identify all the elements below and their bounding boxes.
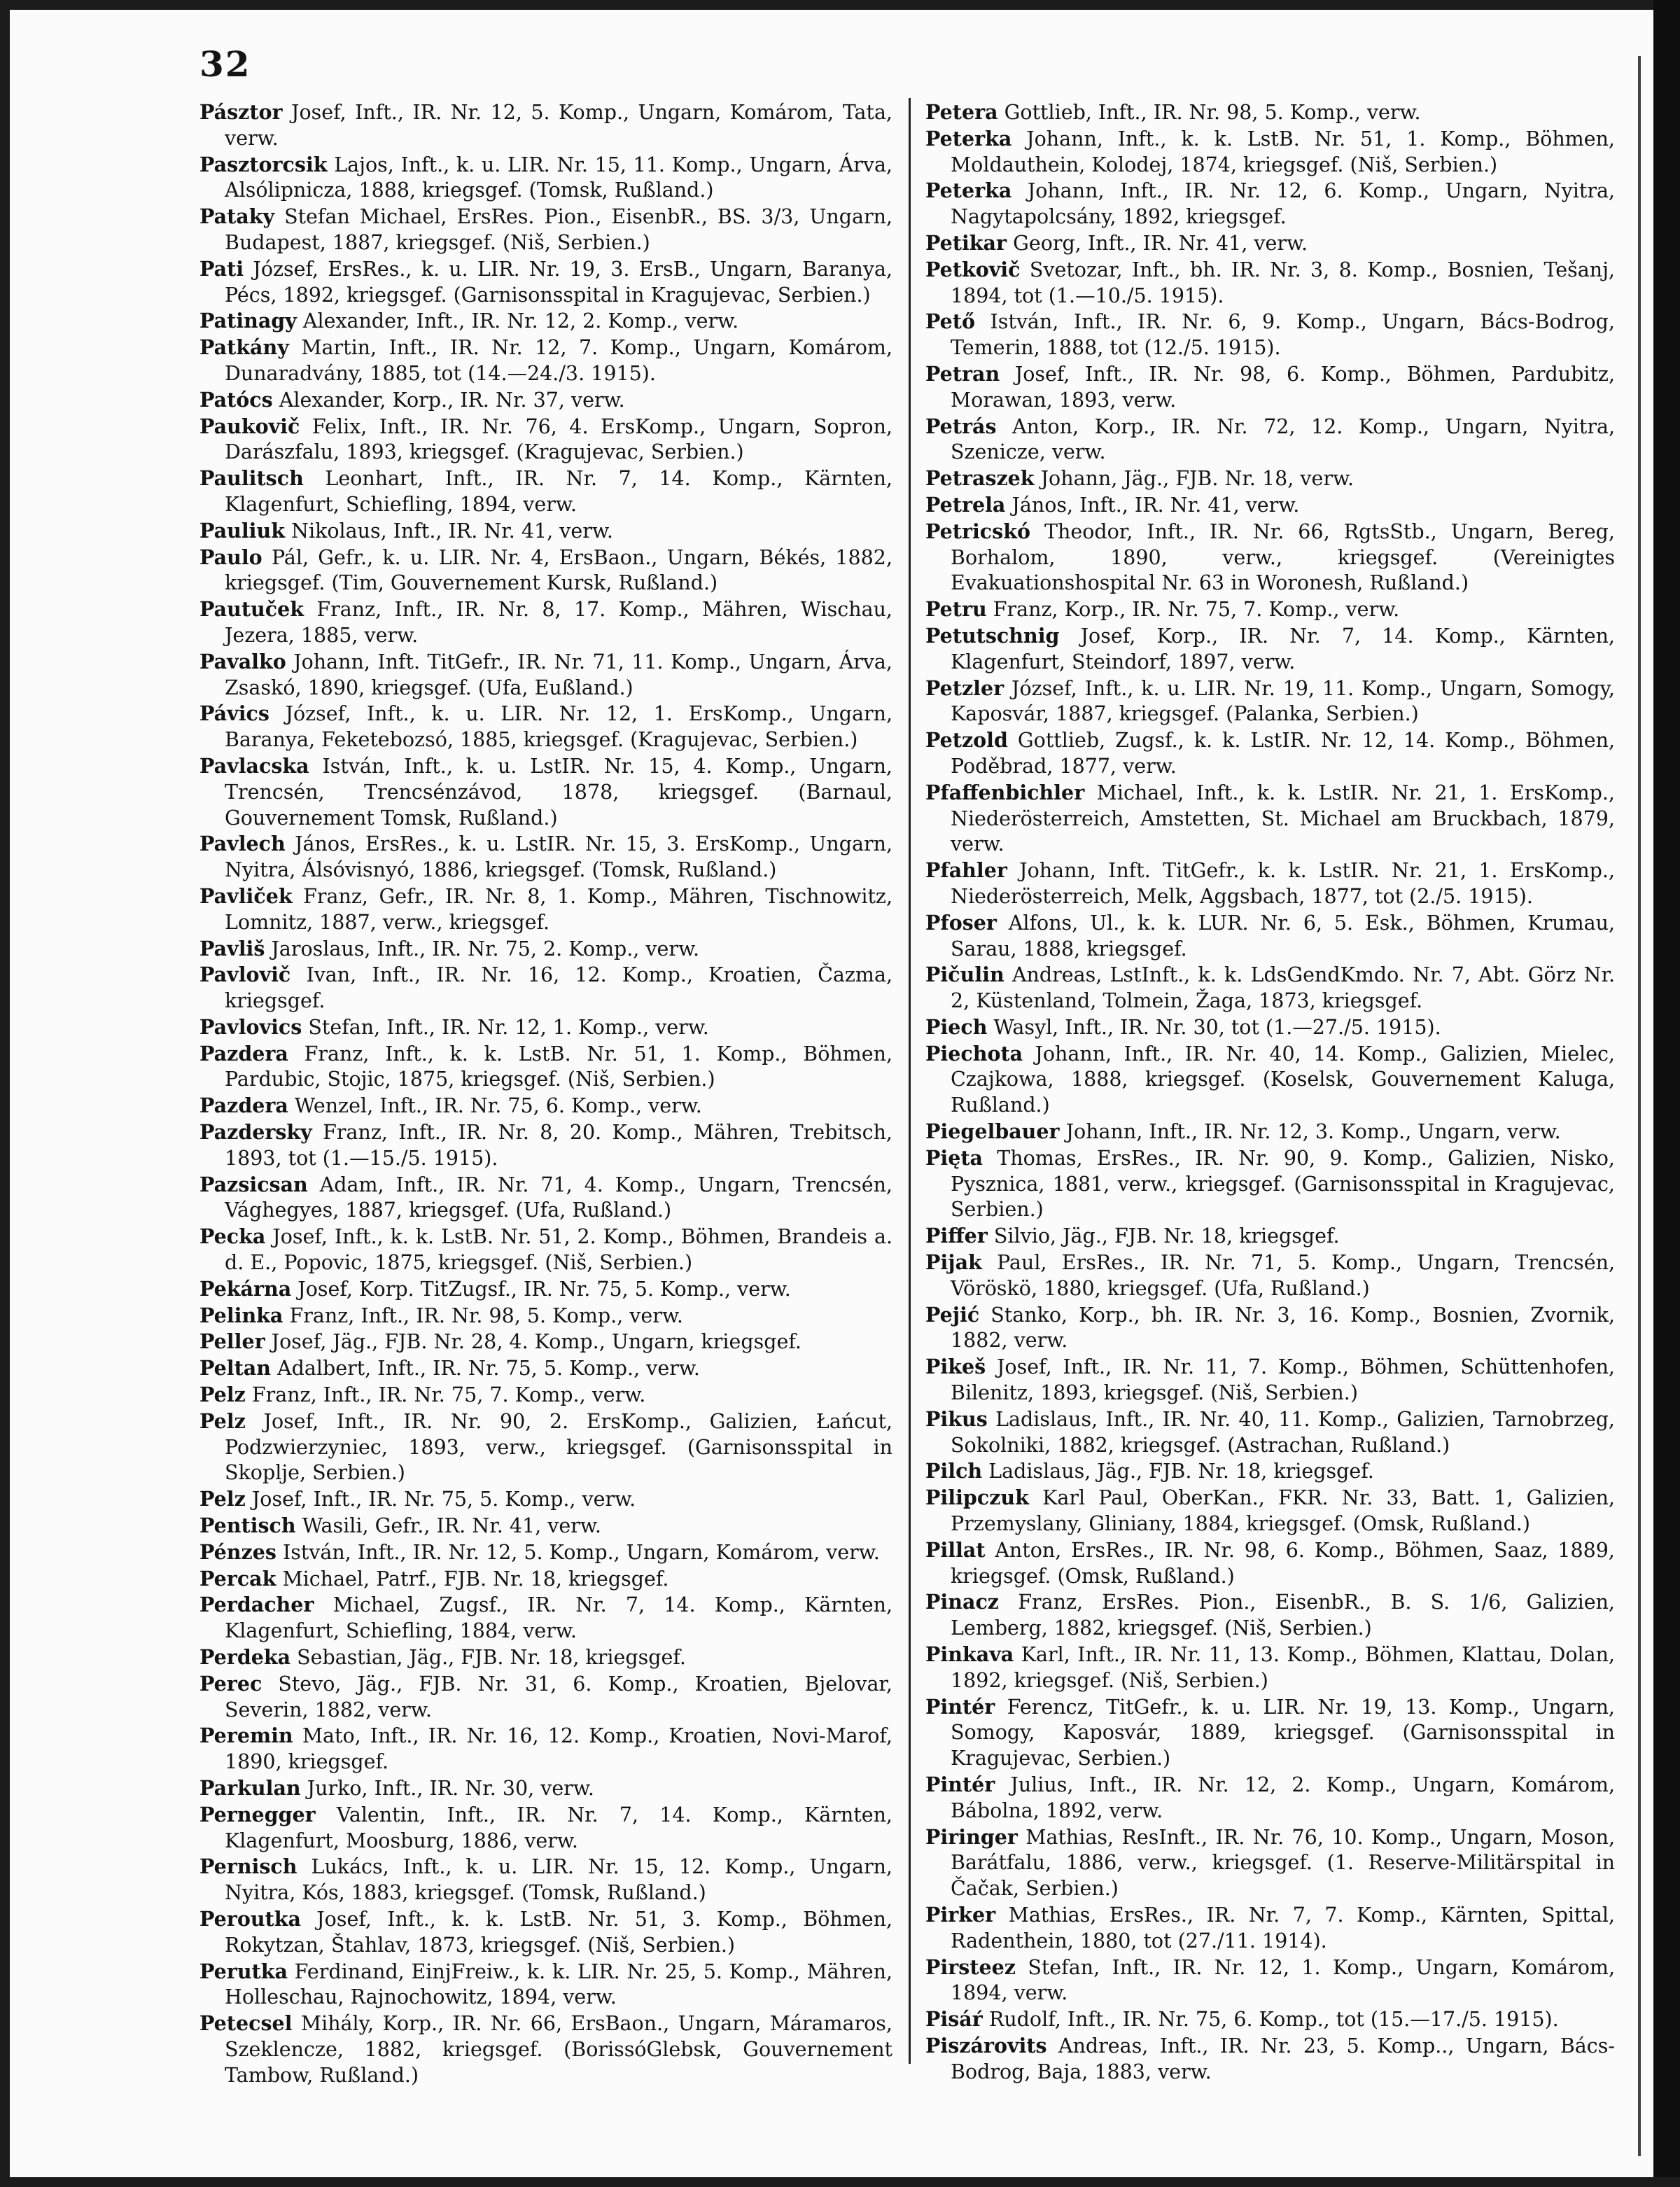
entry-details: Silvio, Jäg., FJB. Nr. 18, kriegsgef. [993,1224,1340,1248]
register-entry [925,1955,1615,2007]
entry-surname: Pavlacska [200,753,309,778]
entry-surname: Pilch [925,1459,983,1483]
register-entry [200,308,892,335]
scan-edge-top [0,0,1680,10]
entry-surname: Pazdersky [200,1120,312,1145]
register-entry [925,1250,1615,1302]
register-entry [925,1223,1615,1250]
entry-details: Felix, Inft., IR. Nr. 76, 4. ErsKomp., Ungarn, Sopron, Darászfalu, 1893, kriegsgef. (Kragujevac, Serbien.) [225,414,892,464]
entry-details: Jurko, Inft., IR. Nr. 30, verw. [307,1777,594,1800]
entry-surname: Paulo [200,545,262,569]
entry-surname: Peltan [200,1356,271,1381]
entry-details: Stefan Michael, ErsRes. Pion., EisenbR., BS. 3/3, Ungarn, Budapest, 1887, kriegsgef. (Niš, Serbien.) [225,205,892,254]
register-entry [200,1014,892,1041]
entry-details: Nikolaus, Inft., IR. Nr. 41, verw. [291,519,613,543]
entry-surname: Pisáŕ [925,2007,983,2032]
entry-details: Leonhart, Inft., IR. Nr. 7, 14. Komp., Kärnten, Klagenfurt, Schiefling, 1894, verw. [225,467,892,516]
entry-surname: Petutschnig [925,623,1060,648]
register-entry [925,2033,1615,2085]
register-entry [925,780,1615,858]
entry-details: Franz, Inft., IR. Nr. 98, 5. Komp., verw. [289,1304,683,1327]
register-entry [925,1041,1615,1119]
entry-surname: Pentisch [200,1514,296,1538]
entry-details: Franz, Inft., IR. Nr. 8, 20. Komp., Mähren, Trebitsch, 1893, tot (1.—15./5. 1915). [225,1121,892,1170]
entry-details: János, Inft., IR. Nr. 41, verw. [1011,493,1300,517]
register-entry [925,492,1615,519]
entry-details: Sebastian, Jäg., FJB. Nr. 18, kriegsgef. [297,1646,686,1670]
register-entry [200,387,892,414]
register-entry [200,649,892,701]
entry-details: Michael, Inft., k. k. LstIR. Nr. 21, 1. ErsKomp., Niederösterreich, Amstetten, St. Michael am Bruckbach, 1879, verw. [951,781,1615,856]
entry-details: Ferencz, TitGefr., k. u. LIR. Nr. 19, 13. Komp., Ungarn, Somogy, Kaposvár, 1889, kriegsgef. (Garnisonsspital in Kragujevac, Serbien.) [951,1695,1615,1770]
entry-surname: Pautuček [200,597,304,622]
register-entry [200,152,892,204]
register-entry [200,2011,892,2088]
entry-surname: Peroutka [200,1906,301,1931]
entry-details: István, Inft., IR. Nr. 6, 9. Komp., Ungarn, Bács-Bodrog, Temerin, 1888, tot (12./5. 1915). [951,310,1615,360]
entry-details: Mathias, ErsRes., IR. Nr. 7, 7. Komp., Kärnten, Spittal, Radenthein, 1880, tot (27./11. 1914). [951,1903,1616,1952]
entry-surname: Pintér [925,1773,995,1796]
entry-details: Stanko, Korp., bh. IR. Nr. 3, 16. Komp., Bosnien, Zvornik, 1882, verw. [951,1303,1615,1353]
column-divider [909,98,911,2064]
entry-surname: Pelz [200,1487,246,1511]
entry-surname: Pillat [925,1537,986,1562]
register-entry [925,178,1615,230]
entry-details: Gottlieb, Inft., IR. Nr. 98, 5. Komp., verw. [1004,101,1421,124]
entry-details: Anton, Korp., IR. Nr. 72, 12. Komp., Ungarn, Nyitra, Szenicze, verw. [951,414,1616,464]
register-entry [925,414,1615,466]
register-entry [925,1642,1615,1694]
entry-surname: Pecka [200,1224,266,1249]
entry-surname: Pelinka [200,1303,284,1327]
entry-surname: Pávics [200,701,270,726]
entry-details: Theodor, Inft., IR. Nr. 66, RgtsStb., Ungarn, Bereg, Borhalom, 1890, verw., kriegsgef. (Vereinigtes Evakuationshospital Nr. 63 in Woronesh, Rußland.) [951,519,1615,595]
entry-details: Josef, Korp. TitZugsf., IR. Nr. 75, 5. Komp., verw. [298,1277,791,1301]
entry-details: Wasyl, Inft., IR. Nr. 30, tot (1.—27./5. 1915). [993,1015,1441,1039]
entry-surname: Pataky [200,204,275,229]
entry-surname: Petran [925,361,1000,386]
entry-surname: Pičulin [925,963,1004,987]
entry-surname: Patkány [200,335,289,360]
entry-details: János, ErsRes., k. u. LstIR. Nr. 15, 3. ErsKomp., Ungarn, Nyitra, Álsóvisnyó, 1886, kriegsgef. (Tomsk, Rußland.) [225,832,893,882]
register-entry [200,1303,892,1329]
entry-surname: Pięta [925,1145,983,1170]
entry-details: Johann, Inft., IR. Nr. 12, 6. Komp., Ungarn, Nyitra, Nagytapolcsány, 1892, kriegsgef. [951,179,1615,229]
register-entry [200,1355,892,1382]
entry-surname: Patinagy [200,309,297,333]
entry-details: Franz, ErsRes. Pion., EisenbR., B. S. 1/6, Galizien, Lemberg, 1882, kriegsgef. (Niš, Serbien.) [951,1591,1615,1640]
scan-edge-line [1638,56,1641,2156]
entry-details: Julius, Inft., IR. Nr. 12, 2. Komp., Ungarn, Komárom, Bábolna, 1892, verw. [951,1773,1616,1822]
entry-surname: Piringer [925,1824,1018,1849]
register-entry [200,1486,892,1513]
entry-details: Lukács, Inft., k. u. LIR. Nr. 15, 12. Komp., Ungarn, Nyitra, Kós, 1883, kriegsgef. (Tomsk, Rußland.) [225,1855,892,1905]
scan-edge-right [1653,0,1680,2187]
entry-details: Adalbert, Inft., IR. Nr. 75, 5. Komp., verw. [277,1357,700,1381]
entry-surname: Paukovič [200,414,300,438]
entry-surname: Pető [925,309,975,334]
entry-details: Johann, Inft., IR. Nr. 40, 14. Komp., Galizien, Mielec, Czajkowa, 1888, kriegsgef. (Koselsk, Gouvernement Kaluga, Rußland.) [951,1042,1615,1117]
entry-details: Thomas, ErsRes., IR. Nr. 90, 9. Komp., Galizien, Nisko, Pysznica, 1881, verw., kriegsgef. (Garnisonsspital in Kragujevac, Serbien.) [951,1146,1615,1222]
entry-surname: Pasztorcsik [200,152,328,176]
entry-details: Ladislaus, Inft., IR. Nr. 40, 11. Komp., Galizien, Tarnobrzeg, Sokolniki, 1882, kriegsgef. (Astrachan, Rußland.) [951,1407,1615,1457]
entry-surname: Pfaffenbichler [925,780,1085,804]
register-entry [925,126,1615,179]
entry-surname: Patócs [200,387,273,412]
register-entry [200,962,892,1014]
entry-details: Andreas, Inft., IR. Nr. 23, 5. Komp.., Ungarn, Bács-Bodrog, Baja, 1883, verw. [951,2034,1615,2083]
entry-details: Franz, Inft., IR. Nr. 8, 17. Komp., Mähren, Wischau, Jezera, 1885, verw. [225,598,892,647]
entry-details: Pál, Gefr., k. u. LIR. Nr. 4, ErsBaon., Ungarn, Békés, 1882, kriegsgef. (Tim, Gouvernement Kursk, Rußland.) [225,545,892,595]
entry-details: Johann, Inft. TitGefr., k. k. LstIR. Nr. 21, 1. ErsKomp., Niederösterreich, Melk, Aggsbach, 1877, tot (2./5. 1915). [951,859,1615,908]
entry-surname: Pekárna [200,1276,292,1301]
register-entry [200,1539,892,1566]
entry-surname: Petikar [925,230,1007,255]
entry-details: Johann, Jäg., FJB. Nr. 18, verw. [1040,467,1354,491]
entry-details: Karl Paul, OberKan., FKR. Nr. 33, Batt. 1, Galizien, Przemyslany, Gliniany, 1884, kriegsgef. (Omsk, Rußland.) [951,1486,1615,1536]
entry-surname: Piech [925,1014,988,1039]
entry-surname: Petkovič [925,257,1021,281]
register-entry [200,883,892,936]
entry-surname: Pavlovič [200,963,291,987]
entry-details: Johann, Inft., k. k. LstB. Nr. 51, 1. Komp., Böhmen, Moldauthein, Kolodej, 1874, kriegsgef. (Niš, Serbien.) [951,127,1615,176]
register-entry [925,623,1615,676]
entry-details: Stevo, Jäg., FJB. Nr. 31, 6. Komp., Kroatien, Bjelovar, Severin, 1882, verw. [225,1672,892,1721]
entry-details: Josef, Jäg., FJB. Nr. 28, 4. Komp., Ungarn, kriegsgef. [271,1330,802,1354]
register-entry [925,858,1615,910]
register-entry [925,1302,1615,1355]
entry-details: Alfons, Ul., k. k. LUR. Nr. 6, 5. Esk., Böhmen, Krumau, Sarau, 1888, kriegsgef. [951,911,1616,960]
entry-details: József, ErsRes., k. u. LIR. Nr. 19, 3. ErsB., Ungarn, Baranya, Pécs, 1892, kriegsgef. (Garnisonsspital in Kragujevac, Serbien.) [225,257,893,307]
entry-details: Mathias, ResInft., IR. Nr. 76, 10. Komp., Ungarn, Moson, Barátfalu, 1886, verw., kriegsgef. (1. Reserve-Militärspital in Čačak, Serbien.) [951,1825,1615,1901]
entry-surname: Pati [200,256,244,281]
entry-details: Adam, Inft., IR. Nr. 71, 4. Komp., Ungarn, Trencsén, Vághegyes, 1887, kriegsgef. (Ufa, Rußland.) [225,1173,892,1222]
register-entry [200,1329,892,1355]
entry-surname: Pernisch [200,1854,298,1879]
column-right [925,99,1615,2085]
register-entry [925,1772,1615,1824]
register-entry [200,596,892,649]
entry-details: Rudolf, Inft., IR. Nr. 75, 6. Komp., tot (15.—17./5. 1915). [988,2008,1559,2032]
register-entry [925,727,1615,780]
entry-surname: Petricskó [925,519,1030,543]
entry-surname: Pintér [925,1694,995,1719]
register-entry [200,753,892,831]
entry-details: Johann, Inft., IR. Nr. 12, 3. Komp., Ungarn, verw. [1065,1120,1561,1144]
entry-details: Svetozar, Inft., bh. IR. Nr. 3, 8. Komp., Bosnien, Tešanj, 1894, tot (1.—10./5. 1915). [951,258,1615,307]
entry-details: Josef, Korp., IR. Nr. 7, 14. Komp., Kärnten, Klagenfurt, Steindorf, 1897, verw. [951,624,1615,673]
entry-surname: Piegelbauer [925,1119,1060,1144]
register-entry [925,910,1615,963]
entry-surname: Pikeš [925,1355,986,1379]
entry-details: Ivan, Inft., IR. Nr. 16, 12. Komp., Kroatien, Čazma, kriegsgef. [225,963,893,1013]
entry-details: István, Inft., IR. Nr. 12, 5. Komp., Ungarn, Komárom, verw. [282,1540,880,1564]
register-entry [200,1906,892,1959]
entry-surname: Pavlech [200,832,286,856]
register-entry [925,361,1615,414]
entry-surname: Pavalko [200,649,286,673]
register-entry [200,1382,892,1409]
entry-surname: Pijak [925,1250,982,1275]
entry-details: Franz, Gefr., IR. Nr. 8, 1. Komp., Mähren, Tischnowitz, Lomnitz, 1887, verw., kriegsgef. [225,884,892,934]
register-entry [200,1093,892,1119]
register-entry [925,1694,1615,1772]
entry-details: Jaroslaus, Inft., IR. Nr. 75, 2. Komp., verw. [271,937,700,960]
entry-surname: Pauliuk [200,518,285,543]
register-entry [200,1409,892,1486]
register-entry [200,518,892,545]
entry-surname: Petecsel [200,2011,293,2036]
entry-surname: Pavliš [200,936,265,960]
register-entry [200,1592,892,1644]
register-entry [200,204,892,256]
entry-details: Josef, Inft., IR. Nr. 75, 5. Komp., verw. [251,1488,636,1511]
entry-details: József, Inft., k. u. LIR. Nr. 12, 1. ErsKomp., Ungarn, Baranya, Feketebozsó, 1885, kriegsgef. (Kragujevac, Serbien.) [225,702,892,752]
entry-details: Josef, Inft., IR. Nr. 12, 5. Komp., Ungarn, Komárom, Tata, verw. [225,101,892,150]
register-entry [200,1723,892,1775]
register-entry [200,1775,892,1802]
scan-edge-bottom [0,2177,1680,2187]
entry-surname: Pirker [925,1902,996,1927]
register-entry [200,1854,892,1906]
entry-details: Martin, Inft., IR. Nr. 12, 7. Komp., Ungarn, Komárom, Dunaradvány, 1885, tot (14.—24./3. 1915). [225,336,892,385]
entry-surname: Pfoser [925,910,997,935]
register-entry [925,1145,1615,1223]
register-entry [200,99,892,152]
entry-details: Mato, Inft., IR. Nr. 16, 12. Komp., Kroatien, Novi-Marof, 1890, kriegsgef. [225,1724,892,1774]
entry-surname: Petzler [925,676,1004,700]
register-entry [925,257,1615,309]
entry-surname: Pernegger [200,1802,316,1826]
entry-details: Wenzel, Inft., IR. Nr. 75, 6. Komp., verw. [294,1094,702,1118]
entry-surname: Pelz [200,1409,246,1433]
entry-details: Karl, Inft., IR. Nr. 11, 13. Komp., Böhmen, Klattau, Dolan, 1892, kriegsgef. (Niš, Serbien.) [951,1643,1615,1692]
register-entry [200,414,892,466]
entry-surname: Pavlovics [200,1014,302,1039]
entry-surname: Pelz [200,1383,246,1407]
register-entry [925,1537,1615,1590]
register-entry [925,230,1615,257]
entry-surname: Pásztor [200,100,283,124]
register-entry [200,1041,892,1094]
register-entry [200,1802,892,1854]
entry-details: Josef, Inft., IR. Nr. 98, 6. Komp., Böhmen, Pardubitz, Morawan, 1893, verw. [951,362,1615,412]
register-entry [925,1119,1615,1145]
register-entry [925,596,1615,623]
entry-surname: Piechota [925,1041,1023,1065]
entry-surname: Perutka [200,1959,288,1983]
entry-details: Franz, Inft., k. k. LstB. Nr. 51, 1. Komp., Böhmen, Pardubic, Stojic, 1875, kriegsgef. (Niš, Serbien.) [225,1042,893,1091]
entry-surname: Peterka [925,179,1012,203]
entry-details: Alexander, Inft., IR. Nr. 12, 2. Komp., verw. [302,309,739,333]
entry-surname: Piffer [925,1224,988,1248]
entry-details: Lajos, Inft., k. u. LIR. Nr. 15, 11. Komp., Ungarn, Árva, Alsólipnicza, 1888, kriegsgef. (Tomsk, Rußland.) [225,153,892,202]
page-number: 32 [200,43,251,85]
register-entry [200,831,892,883]
entry-details: Johann, Inft. TitGefr., IR. Nr. 71, 11. Komp., Ungarn, Árva, Zsaskó, 1890, kriegsgef. (Ufa, Eußland.) [225,650,892,699]
register-entry [200,1644,892,1671]
entry-details: Paul, ErsRes., IR. Nr. 71, 5. Komp., Ungarn, Trencsén, Vöröskö, 1880, kriegsgef. (Ufa, Rußland.) [951,1251,1615,1300]
entry-details: József, Inft., k. u. LIR. Nr. 19, 11. Komp., Ungarn, Somogy, Kaposvár, 1887, kriegsgef. (Palanka, Serbien.) [951,676,1615,726]
entry-details: Andreas, LstInft., k. k. LdsGendKmdo. Nr. 7, Abt. Görz Nr. 2, Küstenland, Tolmein, Žaga, 1873, kriegsgef. [951,963,1615,1013]
entry-surname: Perec [200,1671,262,1696]
entry-surname: Petraszek [925,466,1035,491]
entry-surname: Pirsteez [925,1955,1016,1979]
register-entry [925,466,1615,492]
register-entry [200,1119,892,1172]
entry-surname: Petru [925,597,987,622]
register-entry [925,1485,1615,1537]
entry-surname: Petzold [925,728,1008,753]
entry-surname: Pikus [925,1406,988,1431]
entry-surname: Petrás [925,414,997,438]
entry-surname: Petrela [925,492,1006,517]
register-entry [925,2006,1615,2033]
entry-surname: Petera [925,100,998,124]
register-entry [925,962,1615,1014]
entry-details: Michael, Zugsf., IR. Nr. 7, 14. Komp., Kärnten, Klagenfurt, Schiefling, 1884, verw. [225,1593,893,1643]
entry-details: Josef, Inft., IR. Nr. 11, 7. Komp., Böhmen, Schüttenhofen, Bilenitz, 1893, kriegsgef. (Niš, Serbien.) [951,1355,1615,1405]
register-entry [925,1354,1615,1406]
entry-surname: Peremin [200,1724,293,1748]
entry-surname: Pavliček [200,883,293,908]
register-entry [925,1824,1615,1902]
entry-details: Josef, Inft., k. k. LstB. Nr. 51, 2. Komp., Böhmen, Brandeis a. d. E., Popovic, 1875, kriegsgef. (Niš, Serbien.) [225,1225,893,1275]
register-entry [200,1959,892,2011]
entry-details: Stefan, Inft., IR. Nr. 12, 1. Komp., Ungarn, Komárom, 1894, verw. [951,1955,1615,2005]
entry-surname: Peller [200,1329,265,1354]
entry-surname: Pfahler [925,858,1007,883]
column-left [200,99,892,2089]
register-entry [925,1014,1615,1041]
entry-surname: Piszárovits [925,2033,1047,2057]
entry-details: Franz, Inft., IR. Nr. 75, 7. Komp., verw. [251,1383,646,1407]
entry-surname: Pinacz [925,1590,999,1614]
entry-details: Josef, Inft., IR. Nr. 90, 2. ErsKomp., Galizien, Łańcut, Podzwierzyniec, 1893, verw., kriegsgef. (Garnisonsspital in Skoplje, Serbien.) [225,1409,892,1485]
entry-details: Wasili, Gefr., IR. Nr. 41, verw. [302,1514,601,1538]
scan-edge-left [0,0,10,2187]
entry-details: Georg, Inft., IR. Nr. 41, verw. [1013,231,1308,255]
register-entry [925,309,1615,361]
entry-surname: Pazdera [200,1094,288,1118]
register-entry [200,545,892,597]
register-entry [925,1406,1615,1459]
entry-details: Alexander, Korp., IR. Nr. 37, verw. [279,388,625,412]
entry-details: Josef, Inft., k. k. LstB. Nr. 51, 3. Komp., Böhmen, Rokytzan, Štahlav, 1873, kriegsgef. (Niš, Serbien.) [225,1907,892,1957]
register-entry [925,676,1615,728]
entry-details: Ferdinand, EinjFreiw., k. k. LIR. Nr. 25, 5. Komp., Mähren, Holleschau, Rajnochowitz, 1894, verw. [225,1959,892,2009]
register-entry [200,335,892,387]
entry-surname: Pejić [925,1302,980,1327]
entry-details: Stefan, Inft., IR. Nr. 12, 1. Komp., verw. [308,1015,709,1039]
entry-details: István, Inft., k. u. LstIR. Nr. 15, 4. Komp., Ungarn, Trencsén, Trencsénzávod, 1878, kriegsgef. (Barnaul, Gouvernement Tomsk, Rußland.) [225,754,892,830]
register-entry [925,1458,1615,1485]
register-entry [925,1589,1615,1642]
entry-surname: Paulitsch [200,466,304,491]
entry-details: Ladislaus, Jäg., FJB. Nr. 18, kriegsgef. [988,1460,1374,1483]
register-entry [200,701,892,753]
entry-surname: Pazsicsan [200,1172,308,1196]
entry-surname: Pilipczuk [925,1486,1029,1510]
register-entry [200,256,892,309]
entry-surname: Peterka [925,126,1012,151]
register-entry [925,99,1615,126]
entry-surname: Parkulan [200,1776,301,1800]
entry-details: Michael, Patrf., FJB. Nr. 18, kriegsgef. [282,1567,669,1591]
register-entry [200,1224,892,1276]
entry-details: Mihály, Korp., IR. Nr. 66, ErsBaon., Ungarn, Máramaros, Szeklencze, 1882, kriegsgef. (BorissóGlebsk, Gouvernement Tambow, Rußland.) [225,2012,892,2087]
entry-surname: Perdacher [200,1593,314,1617]
entry-surname: Pénzes [200,1539,276,1564]
register-entry [200,1513,892,1539]
register-entry [200,1276,892,1303]
entry-details: Valentin, Inft., IR. Nr. 7, 14. Komp., Kärnten, Klagenfurt, Moosburg, 1886, verw. [225,1803,892,1852]
entry-surname: Percak [200,1566,276,1591]
register-entry [200,1671,892,1724]
register-entry [200,1172,892,1224]
entry-surname: Pazdera [200,1041,288,1065]
entry-surname: Pinkava [925,1642,1014,1667]
register-entry [200,466,892,518]
register-entry [200,1566,892,1593]
entry-details: Gottlieb, Zugsf., k. k. LstIR. Nr. 12, 14. Komp., Böhmen, Poděbrad, 1877, verw. [951,729,1616,778]
register-entry [200,936,892,963]
entry-surname: Perdeka [200,1645,291,1670]
register-entry [925,1902,1615,1955]
register-entry [925,519,1615,596]
entry-details: Franz, Korp., IR. Nr. 75, 7. Komp., verw. [993,598,1400,622]
entry-details: Anton, ErsRes., IR. Nr. 98, 6. Komp., Böhmen, Saaz, 1889, kriegsgef. (Omsk, Rußland.) [951,1538,1615,1588]
